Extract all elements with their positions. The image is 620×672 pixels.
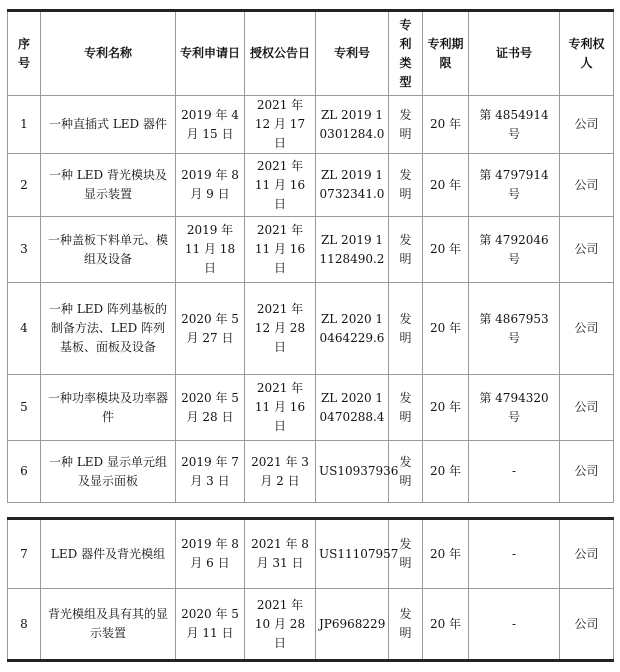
patent-number: ZL 2019 1 1128490.2 bbox=[316, 217, 389, 283]
certificate-number: 第 4792046 号 bbox=[469, 217, 560, 283]
certificate-number: 第 4867953 号 bbox=[469, 283, 560, 375]
patent-number: US10937936 bbox=[316, 441, 389, 503]
apply-date: 2020 年 5 月 11 日 bbox=[176, 589, 245, 661]
header-apply-date: 专利申请日 bbox=[176, 11, 245, 96]
grant-date: 2021 年 10 月 28 日 bbox=[245, 589, 316, 661]
patent-type: 发明 bbox=[389, 589, 423, 661]
table-row bbox=[8, 96, 614, 154]
patent-name: 背光模组及具有其的显示装置 bbox=[41, 589, 176, 661]
grant-date: 2021 年 12 月 28 日 bbox=[245, 283, 316, 375]
patent-name: 一种功率模块及功率器件 bbox=[41, 375, 176, 441]
table-row bbox=[8, 154, 614, 217]
patent-type: 发明 bbox=[389, 217, 423, 283]
header-type: 专利类型 bbox=[389, 11, 423, 96]
row-number: 4 bbox=[8, 283, 41, 375]
grant-date: 2021 年 12 月 17 日 bbox=[245, 96, 316, 154]
certificate-number: 第 4797914 号 bbox=[469, 154, 560, 217]
patent-number: ZL 2020 1 0470288.4 bbox=[316, 375, 389, 441]
apply-date: 2019 年 8 月 9 日 bbox=[176, 154, 245, 217]
patent-number: ZL 2019 1 0732341.0 bbox=[316, 154, 389, 217]
apply-date: 2019 年 11 月 18 日 bbox=[176, 217, 245, 283]
grant-date: 2021 年 3 月 2 日 bbox=[245, 441, 316, 503]
apply-date: 2019 年 4 月 15 日 bbox=[176, 96, 245, 154]
patent-owner: 公司 bbox=[560, 375, 614, 441]
apply-date: 2019 年 7 月 3 日 bbox=[176, 441, 245, 503]
certificate-number: - bbox=[469, 589, 560, 661]
patent-type: 发明 bbox=[389, 375, 423, 441]
header-term: 专利期限 bbox=[423, 11, 469, 96]
patent-owner: 公司 bbox=[560, 154, 614, 217]
patent-term: 20 年 bbox=[423, 519, 469, 589]
header-name: 专利名称 bbox=[41, 11, 176, 96]
patent-table-continued bbox=[7, 517, 614, 662]
row-number: 2 bbox=[8, 154, 41, 217]
row-number: 8 bbox=[8, 589, 41, 661]
certificate-number: 第 4854914 号 bbox=[469, 96, 560, 154]
grant-date: 2021 年 11 月 16 日 bbox=[245, 375, 316, 441]
apply-date: 2020 年 5 月 28 日 bbox=[176, 375, 245, 441]
patent-name: 一种盖板下料单元、模组及设备 bbox=[41, 217, 176, 283]
header-no: 序号 bbox=[8, 11, 41, 96]
grant-date: 2021 年 11 月 16 日 bbox=[245, 154, 316, 217]
row-number: 6 bbox=[8, 441, 41, 503]
patent-owner: 公司 bbox=[560, 519, 614, 589]
patent-term: 20 年 bbox=[423, 154, 469, 217]
patent-table bbox=[7, 9, 614, 503]
patent-owner: 公司 bbox=[560, 283, 614, 375]
grant-date: 2021 年 11 月 16 日 bbox=[245, 217, 316, 283]
patent-owner: 公司 bbox=[560, 441, 614, 503]
patent-number: US11107957 bbox=[316, 519, 389, 589]
patent-term: 20 年 bbox=[423, 283, 469, 375]
patent-name: 一种 LED 显示单元组及显示面板 bbox=[41, 441, 176, 503]
apply-date: 2019 年 8 月 6 日 bbox=[176, 519, 245, 589]
header-owner: 专利权人 bbox=[560, 11, 614, 96]
patent-term: 20 年 bbox=[423, 96, 469, 154]
header-patent-no: 专利号 bbox=[316, 11, 389, 96]
row-number: 5 bbox=[8, 375, 41, 441]
patent-term: 20 年 bbox=[423, 375, 469, 441]
patent-name: 一种 LED 背光模块及显示装置 bbox=[41, 154, 176, 217]
header-cert-no: 证书号 bbox=[469, 11, 560, 96]
patent-name: LED 器件及背光模组 bbox=[41, 519, 176, 589]
patent-term: 20 年 bbox=[423, 217, 469, 283]
patent-name: 一种 LED 阵列基板的制备方法、LED 阵列基板、面板及设备 bbox=[41, 283, 176, 375]
table-row bbox=[8, 283, 614, 375]
row-number: 1 bbox=[8, 96, 41, 154]
certificate-number: 第 4794320 号 bbox=[469, 375, 560, 441]
patent-number: ZL 2019 1 0301284.0 bbox=[316, 96, 389, 154]
patent-term: 20 年 bbox=[423, 589, 469, 661]
patent-type: 发明 bbox=[389, 154, 423, 217]
patent-term: 20 年 bbox=[423, 441, 469, 503]
patent-number: ZL 2020 1 0464229.6 bbox=[316, 283, 389, 375]
table-row bbox=[8, 519, 614, 589]
patent-type: 发明 bbox=[389, 96, 423, 154]
patent-type: 发明 bbox=[389, 519, 423, 589]
patent-type: 发明 bbox=[389, 283, 423, 375]
table-row bbox=[8, 441, 614, 503]
header-row bbox=[8, 11, 614, 96]
patent-name: 一种直插式 LED 器件 bbox=[41, 96, 176, 154]
table-row bbox=[8, 589, 614, 661]
header-grant-date: 授权公告日 bbox=[245, 11, 316, 96]
grant-date: 2021 年 8 月 31 日 bbox=[245, 519, 316, 589]
apply-date: 2020 年 5 月 27 日 bbox=[176, 283, 245, 375]
patent-type: 发明 bbox=[389, 441, 423, 503]
table-row bbox=[8, 375, 614, 441]
certificate-number: - bbox=[469, 441, 560, 503]
certificate-number: - bbox=[469, 519, 560, 589]
patent-owner: 公司 bbox=[560, 217, 614, 283]
row-number: 3 bbox=[8, 217, 41, 283]
patent-number: JP6968229 bbox=[316, 589, 389, 661]
patent-owner: 公司 bbox=[560, 96, 614, 154]
table-row bbox=[8, 217, 614, 283]
patent-owner: 公司 bbox=[560, 589, 614, 661]
row-number: 7 bbox=[8, 519, 41, 589]
